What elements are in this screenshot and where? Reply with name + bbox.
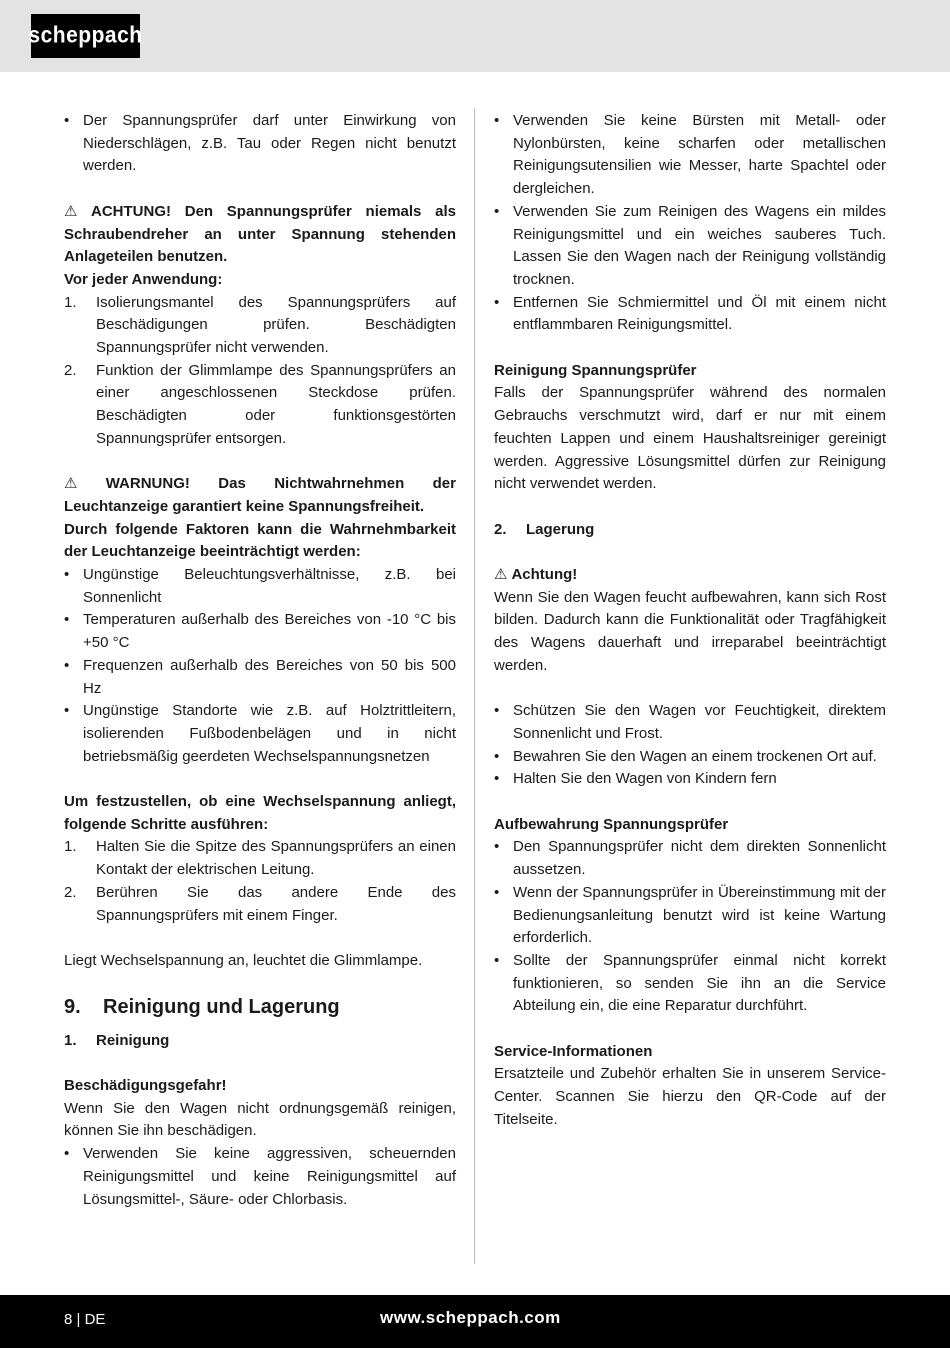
tester-storage-title: Aufbewahrung Spannungsprüfer [494, 815, 729, 833]
caution-title: ⚠ Achtung! [494, 566, 578, 584]
intro-list [64, 110, 456, 178]
list-item: • Halten Sie den Wagen von Kindern fern [494, 768, 886, 791]
list-item: • Entfernen Sie Schmiermittel und Öl mit einem nicht entflammbaren Reinigungsmittel. [494, 292, 886, 337]
caution-text: Wenn Sie den Wagen feucht aufbewahren, kann sich Rost bilden. Dadurch kann die Funktionalität oder Tragfähigkeit des Wagens dauerhaft und irreparabel beeinträchtigt werden. [494, 588, 886, 674]
scheppach-logo: scheppach [31, 14, 140, 58]
website-link[interactable]: www.scheppach.com [380, 1308, 561, 1327]
list-item: • Den Spannungsprüfer nicht dem direkten Sonnenlicht aussetzen. [494, 836, 886, 881]
warning-achtung: ⚠ ACHTUNG! Den Spannungsprüfer niemals als Schraubendreher an unter Spannung stehenden Anlageteilen benutzen. [64, 202, 456, 266]
warning-icon: ⚠ [64, 202, 88, 220]
list-item: 1. Halten Sie die Spitze des Spannungsprüfers an einen Kontakt der elektrischen Leitung. [64, 838, 456, 879]
warning-warnung: ⚠ WARNUNG! Das Nichtwahrnehmen der Leuchtanzeige garantiert keine Spannungsfreiheit. [64, 475, 456, 515]
subsection-heading-lagerung: 2. Lagerung [494, 520, 595, 538]
page-number: 8 | DE [64, 1311, 106, 1328]
damage-title: Beschädigungsgefahr! [64, 1077, 227, 1095]
ac-check-title: Um festzustellen, ob eine Wechselspannung anliegt, folgende Schritte ausführen: [64, 793, 456, 833]
list-item: • Der Spannungsprüfer darf unter Einwirkung von Niederschlägen, z.B. Tau oder Regen nicht benutzt werden. [64, 110, 456, 178]
warning-icon: ⚠ [494, 566, 508, 584]
cleaning-list [494, 110, 886, 337]
right-column [494, 110, 886, 1132]
list-item: • Frequenzen außerhalb des Bereiches von 50 bis 500 Hz [64, 655, 456, 700]
storage-list [494, 700, 886, 791]
ac-result-text: Liegt Wechselspannung an, leuchtet die Glimmlampe. [64, 951, 423, 969]
factors-list [64, 564, 456, 768]
list-item: • Bewahren Sie den Wagen an einem trockenen Ort auf. [494, 746, 886, 769]
list-item: • Ungünstige Beleuchtungsverhältnisse, z.B. bei Sonnenlicht [64, 564, 456, 609]
subsection-heading-reinigung: 1. Reinigung [64, 1031, 170, 1049]
list-item: 2. Berühren Sie das andere Ende des Spannungsprüfers mit einem Finger. [64, 883, 456, 924]
ac-check-steps [64, 836, 456, 927]
service-text: Ersatzteile und Zubehör erhalten Sie in unserem Service-Center. Scannen Sie hierzu den QR-Code auf der Titelseite. [494, 1065, 886, 1128]
factors-title: Durch folgende Faktoren kann die Wahrnehmbarkeit der Leuchtanzeige beeinträchtigt werden: [64, 520, 456, 561]
list-item: 2. Funktion der Glimmlampe des Spannungsprüfers an einer angeschlossenen Steckdose prüfen. Beschädigten oder funktionsgestörten Spannungsprüfer entsorgen. [64, 361, 456, 447]
list-item: • Temperaturen außerhalb des Bereiches von -10 °C bis +50 °C [64, 609, 456, 654]
tester-cleaning-title: Reinigung Spannungsprüfer [494, 361, 697, 379]
left-column [64, 110, 456, 1211]
list-item: • Verwenden Sie zum Reinigen des Wagens ein mildes Reinigungsmittel und ein weiches sauberes Tuch. Lassen Sie den Wagen nach der Reinigung vollständig trocknen. [494, 201, 886, 292]
damage-list [64, 1143, 456, 1211]
tester-cleaning-text: Falls der Spannungsprüfer während des normalen Gebrauchs verschmutzt wird, darf er nur mit einem feuchten Lappen und einem Haushaltsreiniger gereinigt werden. Aggressive Lösungsmittel dürfen zur Reinigung nicht verwendet werden. [494, 384, 886, 493]
section-heading: 9. Reinigung und Lagerung [64, 995, 340, 1018]
list-item: 1. Isolierungsmantel des Spannungsprüfers auf Beschädigungen prüfen. Beschädigten Spannungsprüfer nicht verwenden. [64, 293, 456, 357]
page-header [0, 0, 950, 72]
list-item: • Ungünstige Standorte wie z.B. auf Holztrittleitern, isolierenden Fußbodenbelägen und in nicht betriebsmäßig geerdeten Wechselspannungsnetzen [64, 700, 456, 768]
tester-storage-list [494, 836, 886, 1018]
list-item: • Verwenden Sie keine aggressiven, scheuernden Reinigungsmittel und keine Reinigungsmittel auf Lösungsmittel-, Säure- oder Chlorbasis. [64, 1143, 456, 1211]
service-title: Service-Informationen [494, 1042, 653, 1060]
list-item: • Schützen Sie den Wagen vor Feuchtigkeit, direktem Sonnenlicht und Frost. [494, 700, 886, 745]
damage-text: Wenn Sie den Wagen nicht ordnungsgemäß reinigen, können Sie ihn beschädigen. [64, 1099, 456, 1140]
page-footer [0, 1295, 950, 1348]
list-item: • Verwenden Sie keine Bürsten mit Metall- oder Nylonbürsten, keine scharfen oder metallischen Reinigungsutensilien wie Messer, harte Spachtel oder dergleichen. [494, 110, 886, 201]
before-use-steps [64, 292, 456, 451]
column-divider [474, 108, 475, 1264]
list-item: • Sollte der Spannungsprüfer einmal nicht korrekt funktionieren, so senden Sie ihn an die Service Abteilung ein, die eine Reparatur durchführt. [494, 950, 886, 1018]
before-use-title: Vor jeder Anwendung: [64, 270, 223, 288]
warning-icon: ⚠ [64, 475, 102, 493]
list-item: • Wenn der Spannungsprüfer in Übereinstimmung mit der Bedienungsanleitung benutzt wird ist keine Wartung erforderlich. [494, 882, 886, 950]
